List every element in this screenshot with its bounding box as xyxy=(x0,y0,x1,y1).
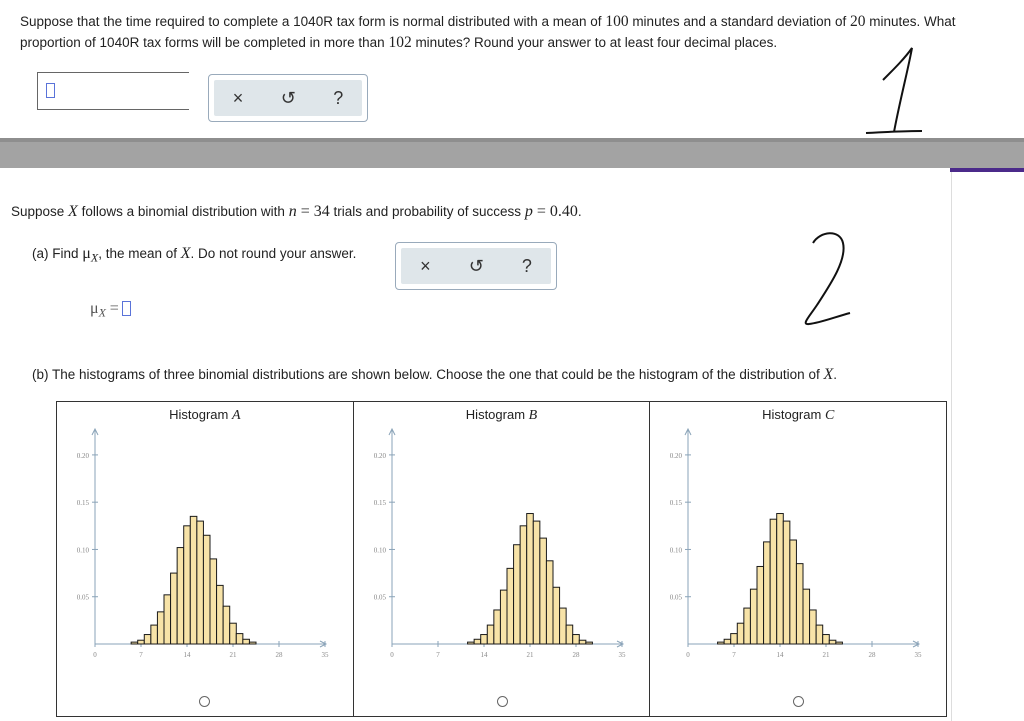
histogram-bar xyxy=(480,635,487,644)
q2a-var: X xyxy=(180,245,191,262)
radio-histogram-a[interactable] xyxy=(199,696,210,707)
x-tick-label: 0 xyxy=(93,651,97,659)
histogram-bar xyxy=(572,635,579,644)
histogram-bar xyxy=(724,639,731,644)
y-tick-label: 0.20 xyxy=(76,451,89,460)
x-tick-label: 14 xyxy=(183,651,191,659)
clear-icon[interactable]: × xyxy=(232,88,244,108)
x-tick-label: 7 xyxy=(732,651,737,659)
histogram-c-letter: C xyxy=(824,408,835,423)
y-tick-label: 0.05 xyxy=(670,593,683,602)
q2b-var: X xyxy=(823,366,834,383)
q2a-answer-row xyxy=(90,300,132,321)
section-divider-shadow xyxy=(0,138,1024,142)
q2a-mu-sub: X xyxy=(90,250,99,265)
q2-intro-b: follows a binomial distribution with xyxy=(77,204,289,219)
histogram-bar xyxy=(803,589,810,644)
histogram-b-title-prefix: Histogram xyxy=(465,407,529,422)
x-tick-label: 14 xyxy=(480,651,488,659)
q1-mean: 100 xyxy=(605,13,629,30)
histogram-bar xyxy=(513,545,520,644)
histogram-bar xyxy=(520,526,527,644)
histogram-c-title xyxy=(650,407,946,424)
histogram-bar xyxy=(546,561,553,644)
q1-sd: 20 xyxy=(849,13,866,30)
histogram-bar xyxy=(553,587,560,644)
y-tick-label: 0.15 xyxy=(373,499,386,508)
q2-n-label: n xyxy=(288,203,297,220)
q2-eq-n: = xyxy=(296,203,314,220)
q2-n-value: 34 xyxy=(313,203,330,220)
histogram-bar xyxy=(797,564,804,644)
histogram-a-title-prefix: Histogram xyxy=(169,407,232,422)
handwritten-mark-2 xyxy=(795,225,865,335)
histogram-bar xyxy=(151,625,158,644)
histogram-bar xyxy=(810,610,817,644)
histogram-b xyxy=(354,402,651,716)
x-tick-label: 0 xyxy=(389,651,394,659)
histogram-bar xyxy=(243,639,250,644)
y-tick-label: 0.20 xyxy=(670,451,683,460)
histogram-bar xyxy=(487,625,494,644)
q2a-input-cursor xyxy=(122,301,131,316)
y-tick-label: 0.05 xyxy=(76,593,89,602)
section-divider xyxy=(0,138,1024,168)
q2a-mid: , the mean of xyxy=(98,246,181,261)
histogram-bar xyxy=(757,566,764,644)
histogram-bar xyxy=(500,590,507,644)
question2-intro xyxy=(11,203,582,221)
histogram-bar xyxy=(190,516,197,644)
histogram-options xyxy=(56,401,947,717)
handwritten-mark-1 xyxy=(850,40,940,145)
histogram-bar xyxy=(744,608,751,644)
accent-strip xyxy=(950,168,1024,172)
undo-icon[interactable]: ↺ xyxy=(468,256,484,276)
histogram-bar xyxy=(836,642,843,644)
y-tick-label: 0.15 xyxy=(670,499,683,508)
x-tick-label: 14 xyxy=(776,651,784,659)
histogram-bar xyxy=(738,623,745,644)
histogram-a xyxy=(57,402,354,716)
histogram-bar xyxy=(236,634,243,644)
histogram-bar xyxy=(230,623,237,644)
question2-part-a xyxy=(32,245,356,266)
histogram-bar xyxy=(790,540,797,644)
x-tick-label: 7 xyxy=(139,651,143,659)
q2a-mu: μ xyxy=(82,245,91,262)
y-tick-label: 0.15 xyxy=(76,499,89,508)
q1-threshold: 102 xyxy=(388,34,412,51)
histogram-bar xyxy=(784,521,791,644)
histogram-b-title xyxy=(354,407,650,424)
histogram-bar xyxy=(217,585,224,644)
histogram-bar xyxy=(751,589,758,644)
histogram-a-letter: A xyxy=(231,408,241,423)
q2a-answer-eq: = xyxy=(109,300,119,317)
q2-intro-d: . xyxy=(577,204,582,219)
x-tick-label: 21 xyxy=(822,651,830,659)
histogram-bar xyxy=(144,635,151,644)
histogram-b-letter: B xyxy=(528,408,538,423)
histogram-bar xyxy=(526,514,533,644)
help-icon[interactable]: ? xyxy=(521,256,532,276)
histogram-bar xyxy=(540,538,547,644)
histogram-bar xyxy=(507,568,514,644)
question2-part-b xyxy=(32,366,837,384)
histogram-bar xyxy=(171,573,178,644)
histogram-bar xyxy=(718,642,725,644)
histogram-a-chart xyxy=(57,424,353,674)
histogram-bar xyxy=(566,625,573,644)
histogram-c-chart xyxy=(650,424,946,674)
y-tick-label: 0.10 xyxy=(76,546,89,555)
histogram-bar xyxy=(467,642,474,644)
histogram-bar xyxy=(197,521,204,644)
q2a-answer-input[interactable] xyxy=(122,301,132,317)
histogram-bar xyxy=(249,642,256,644)
y-tick-label: 0.20 xyxy=(373,451,386,460)
q2-intro-a: Suppose xyxy=(11,204,69,219)
q1-text-d: minutes? Round your answer to at least four decimal places. xyxy=(411,35,778,50)
x-tick-label: 35 xyxy=(618,651,626,659)
histogram-bar xyxy=(770,519,777,644)
histogram-bar xyxy=(157,612,164,644)
histogram-bar xyxy=(559,608,566,644)
histogram-c xyxy=(650,402,946,716)
y-tick-label: 0.05 xyxy=(373,593,386,602)
help-icon[interactable]: ? xyxy=(333,88,344,108)
q1-text-b: minutes and a standard deviation of xyxy=(628,14,850,29)
q2-p-value: 0.40 xyxy=(549,203,578,220)
histogram-bar xyxy=(823,635,830,644)
x-tick-label: 35 xyxy=(914,651,922,659)
q2b-text: (b) The histograms of three binomial distributions are shown below. Choose the one that could be the histogram of the distribution of xyxy=(32,367,824,382)
histogram-bar xyxy=(164,595,171,644)
histogram-bar xyxy=(830,640,837,644)
q1-toolbar xyxy=(208,74,368,122)
histogram-bar xyxy=(474,639,481,644)
q2a-answer-mu-sub: X xyxy=(98,305,106,320)
histogram-b-chart xyxy=(354,424,650,674)
histogram-bar xyxy=(533,521,540,644)
q1-text-c: minutes. What proportion of 1040R tax forms will be completed in more than xyxy=(20,14,956,50)
undo-icon[interactable]: ↺ xyxy=(280,88,296,108)
q2-intro-c: trials and probability of success xyxy=(329,204,525,219)
y-tick-label: 0.10 xyxy=(670,546,683,555)
q2-var: X xyxy=(68,203,78,220)
y-tick-label: 0.10 xyxy=(373,546,386,555)
q2-toolbar xyxy=(395,242,557,290)
histogram-bar xyxy=(579,640,586,644)
x-tick-label: 21 xyxy=(229,651,237,659)
histogram-bar xyxy=(177,548,184,644)
histogram-bar xyxy=(131,642,138,644)
histogram-a-title xyxy=(57,407,353,424)
q2a-suffix: . Do not round your answer. xyxy=(190,246,357,261)
histogram-c-title-prefix: Histogram xyxy=(762,407,825,422)
x-tick-label: 28 xyxy=(572,651,580,659)
histogram-bar xyxy=(223,606,230,644)
x-tick-label: 28 xyxy=(275,651,283,659)
histogram-bar xyxy=(731,634,738,644)
histogram-bar xyxy=(586,642,593,644)
q1-input-cursor xyxy=(46,83,55,98)
q2a-prefix: (a) Find xyxy=(32,246,83,261)
x-tick-label: 28 xyxy=(868,651,876,659)
x-tick-label: 7 xyxy=(435,651,440,659)
q2b-end: . xyxy=(833,367,837,382)
q1-text-a: Suppose that the time required to complete a 1040R tax form is normal distributed with a mean of xyxy=(20,14,606,29)
histogram-bar xyxy=(816,625,823,644)
clear-icon[interactable]: × xyxy=(420,256,431,276)
x-tick-label: 21 xyxy=(526,651,534,659)
q2a-answer-mu: μ xyxy=(90,300,99,317)
q1-answer-input[interactable] xyxy=(37,72,189,110)
histogram-bar xyxy=(777,514,784,644)
radio-histogram-b[interactable] xyxy=(497,696,508,707)
histogram-bar xyxy=(764,542,771,644)
histogram-bar xyxy=(203,535,210,644)
histogram-bar xyxy=(138,640,145,644)
radio-histogram-c[interactable] xyxy=(793,696,804,707)
histogram-bar xyxy=(494,610,501,644)
q2-eq-p: = xyxy=(532,203,550,220)
x-tick-label: 35 xyxy=(321,651,329,659)
q2-p-label: p xyxy=(524,203,533,220)
x-tick-label: 0 xyxy=(686,651,691,659)
histogram-bar xyxy=(210,559,217,644)
histogram-bar xyxy=(184,526,191,644)
